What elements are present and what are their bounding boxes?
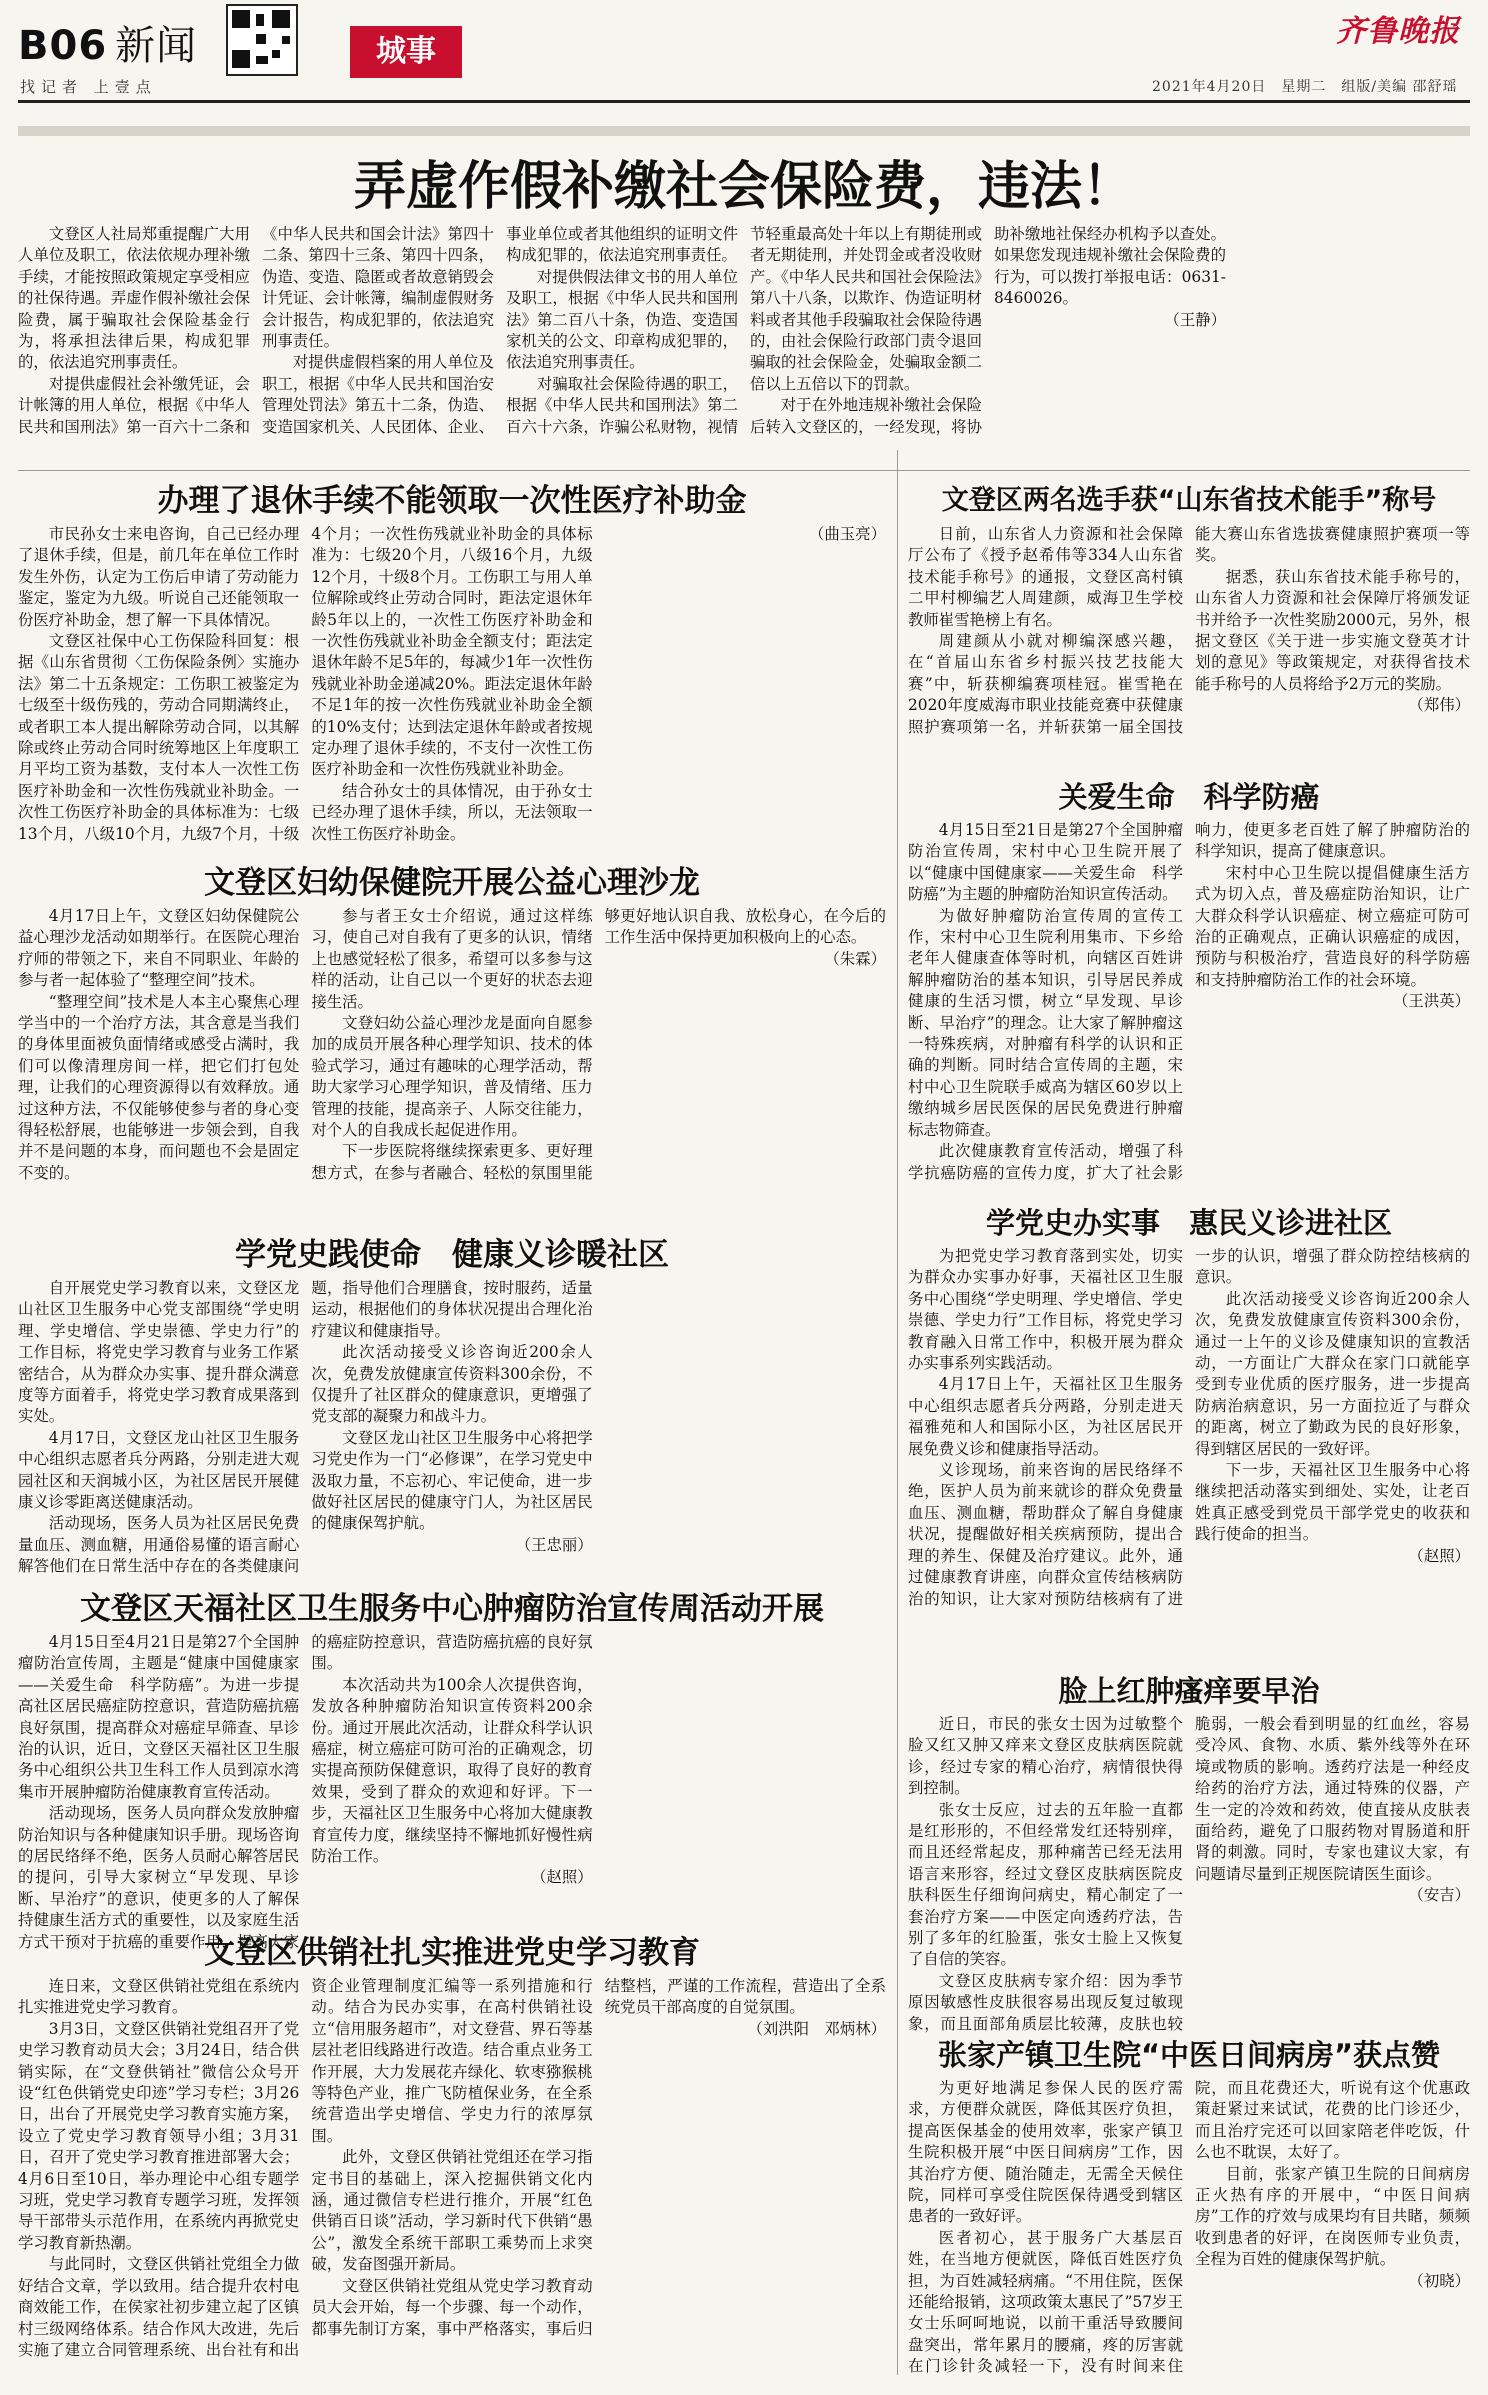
newspaper-logo: 齐鲁晚报	[1336, 14, 1460, 49]
page-header	[0, 0, 1488, 120]
column-divider	[897, 450, 898, 2375]
headline-tianfu: 文登区天福社区卫生服务中心肿瘤防治宣传周活动开展	[80, 1591, 824, 1627]
dateline: 2021年4月20日 星期二 组版/美编 邵舒瑶	[1152, 79, 1458, 95]
article-body: 为更好地满足参保人民的医疗需求，方便群众就医，降低其医疗负担，提高医保基金的使用效率，张家产镇卫生院积极开展“中医日间病房”工作，因其治疗方便、随治随走，无需全天候住院，同样可享受住院医保待遇受到辖区患者的一致好评。 医者初心，甚于服务广大基层百姓，在当地方便就医，降低百姓医疗负担，为百姓减轻病痛。“不用住院，医保还能给报销，这项政策太惠民了”57岁王女士乐呵呵地说，以前干重活导致腰间盘突出，常年累月的腰痛，疼的厉害就在门诊针灸减轻一下，没有时间来住院，而且花费还大，听说有这个优惠政策赶紧过来试试，花费的比门诊还少，而且治疗完还可以回家陪老伴吃饭，什么也不耽误，太好了。 目前，张家产镇卫生院的日间病房正火热有序的开展中，“中医日间病房”工作的疗效与成果均有目共睹，频频收到患者的好评，在岗医师专业负责，全程为百姓的健康保驾护航。 （初晓）	[908, 2079, 1470, 2376]
article-tianfu	[18, 1586, 886, 1954]
article-body: 4月15日至21日是第27个全国肿瘤防治宣传周，宋村中心卫生院开展了以“健康中国健康家——关爱生命 科学防癌”为主题的肿瘤防治知识宣传活动。 为做好肿瘤防治宣传周的宣传工作，宋村中心卫生院利用集市、下乡给老年人健康查体等时机，向辖区百姓讲解肿瘤防治的基本知识，引导居民养成健康的生活习惯，树立“早发现、早诊断、早治疗”的理念。让大家了解肿瘤这一特殊疾病，对肿瘤有科学的认识和正确的判断。同时结合宣传周的主题，宋村中心卫生院联手威高为辖区60岁以上缴纳城乡居民医保的居民免费进行肿瘤标志物筛查。 此次健康教育宣传活动，增强了科学抗癌防癌的宣传力度，扩大了社会影响力，使更多老百姓了解了肿瘤防治的科学知识，提高了健康意识。 宋村中心卫生院以提倡健康生活方式为切入点，普及癌症防治知识，让广大群众科学认识癌症、树立癌症可防可治的正确观点，正确认识癌症的成因，预防与积极治疗，营造良好的科学防癌和支持肿瘤防治工作的社会环境。 （王洪英）	[908, 821, 1470, 1182]
section-name: 新闻	[115, 23, 198, 69]
article-zhangjia	[908, 2032, 1470, 2380]
article-body: 日前，山东省人力资源和社会保障厅公布了《授予赵希伟等334人山东省技术能手称号》的通报，文登区高村镇二甲村柳编艺人周建颜，威海卫生学校教师崔雪艳榜上有名。 周建颜从小就对柳编深感兴趣，在“首届山东省乡村振兴技艺技能大赛”中，斩获柳编赛项桂冠。崔雪艳在2020年度威海市职业技能竞赛中获健康照护赛项第一名，并斩获第一届全国技能大赛山东省选拔赛健康照护赛项一等奖。 据悉，获山东省技术能手称号的，山东省人力资源和社会保障厅将颁发证书并给予一次性奖励2000元，另外，根据文登区《关于进一步实施文登英才计划的意见》等政策规定，对获得省技术能手称号的人员将给予2万元的奖励。 （郑伟）	[908, 525, 1470, 736]
qr-code-icon[interactable]	[226, 4, 298, 76]
article-body: 连日来，文登区供销社党组在系统内扎实推进党史学习教育。 3月3日，文登区供销社党组召开了党史学习教育动员大会；3月24日，结合供销实际，在“文登供销社”微信公众号开设“红色供销党史印迹”学习专栏；3月26日，出台了开展党史学习教育实施方案，设立了党史学习教育领导小组；3月31日，召开了党史学习教育推进部署大会；4月6日至10日，举办理论中心组专题学习班，党史学习教育专题学习班，发挥领导干部带头示范作用，在系统内再掀党史学习教育新热潮。 与此同时，文登区供销社党组全力做好结合文章，学以致用。结合提升农村电商效能工作，在侯家社初步建立起了区镇村三级网络体系。结合作风大改进，先后实施了建立合同管理系统、出台社有和出资企业管理制度汇编等一系列措施和行动。结合为民办实事，在高村供销社设立“信用服务超市”，对文登营、界石等基层社老旧线路进行改造。结合重点业务工作开展，大力发展花卉绿化、软枣猕猴桃等特色产业，推广飞防植保业务，在全系统营造出学史增信、学史力行的浓厚氛围。 此外，文登区供销社党组还在学习指定书目的基础上，深入挖掘供销文化内涵，通过微信专栏进行推介，开展“红色供销百日谈”活动，学习新时代下供销“愚公”，激发全系统干部职工乘势而上求突破，发奋图强开新局。 文登区供销社党组从党史学习教育动员大会开始，每一个步骤、每一个动作，都事先制订方案，事中严格落实，事后归结整档，严谨的工作流程，营造出了全系统党员干部高度的自觉氛围。 （刘洪阳 邓炳林）	[18, 1977, 886, 2359]
article-xuedang2	[908, 1200, 1470, 1646]
headline-fangai: 关爱生命 科学防癌	[1058, 780, 1320, 814]
page-number: B06 新闻	[18, 23, 198, 69]
headline-shanghuo: 脸上红肿瘙痒要早治	[1058, 1674, 1320, 1708]
article-body: 4月15日至4月21日是第27个全国肿瘤防治宣传周，主题是“健康中国健康家——关爱生命 科学防癌”。为进一步提高社区居民癌症防控意识，营造防癌抗癌良好氛围，提高群众对癌症早筛查、早诊治的认识，近日，文登区天福社区卫生服务中心组织公共卫生科工作人员到凉水湾集市开展肿瘤防治健康教育宣传活动。 活动现场，医务人员向群众发放肿瘤防治知识与各种健康知识手册。现场咨询的居民络绎不绝，医务人员耐心解答居民的提问，引导大家树立“早发现、早诊断、早治疗”的意识，使更多的人了解保持健康生活方式的重要性，以及家庭生活方式干预对于抗癌的重要作用，提高大家的癌症防控意识，营造防癌抗癌的良好氛围。 本次活动共为100余人次提供咨询，发放各种肿瘤防治知识宣传资料200余份。通过开展此次活动，让群众科学认识癌症，树立癌症可防可治的正确观念，切实提高预防保健意识，取得了良好的教育效果，受到了群众的欢迎和好评。下一步，天福社区卫生服务中心将加大健康教育宣传力度，继续坚持不懈地抓好慢性病防治工作。 （赵照）	[18, 1633, 593, 1951]
headline-zhangjia: 张家产镇卫生院“中医日间病房”获点赞	[937, 2038, 1441, 2072]
article-lead	[18, 152, 1470, 454]
article-retire	[18, 478, 886, 852]
headline-gongxiao: 文登区供销社扎实推进党史学习教育	[204, 1935, 700, 1971]
article-body: 近日，市民的张女士因为过敏整个脸又红又肿又痒来文登区皮肤病医院就诊，经过专家的精心治疗，病情很快得到控制。 张女士反应，过去的五年脸一直都是红形形的，不但经常发红还特别痒，而且还经常起皮，那种痛苦已经无法用语言来形容，经过文登区皮肤病医院皮肤科医生仔细询问病史，精心制定了一套治疗方案——中医定向透药疗法，告别了多年的红脸蛋，张女士脸上又恢复了自信的笑容。 文登区皮肤病专家介绍：因为季节原因敏感性皮肤很容易出现反复过敏现象，而且面部角质层比较薄，皮肤也较脆弱，一般会看到明显的红血丝，容易受冷风、食物、水质、紫外线等外在环境或物质的影响。透药疗法是一种经皮给药的治疗方法，通过特殊的仪器，产生一定的冷效和药效，使直接从皮肤表面给药，避免了口服药物对胃肠道和肝肾的刺激。同时，专家也建议大家，有问题请尽量到正规医院请医生面诊。 （安吉）	[908, 1715, 1470, 2033]
article-body: 市民孙女士来电咨询，自己已经办理了退休手续，但是，前几年在单位工作时发生外伤，认定为工伤后申请了劳动能力鉴定，鉴定为九级。听说自己还能领取一份医疗补助金，想了解一下具体情况。 文登区社保中心工伤保险科回复：根据《山东省贯彻〈工伤保险条例〉实施办法》第二十五条规定：工伤职工被鉴定为七级至十级伤残的，劳动合同期满终止，或者职工本人提出解除劳动合同，以其解除或终止劳动合同时统筹地区上年度职工月平均工资为基数，支付本人一次性工伤医疗补助金和一次性伤残就业补助金。一次性工伤医疗补助金的具体标准为：七级13个月，八级10个月，九级7个月，十级4个月；一次性伤残就业补助金的具体标准为：七级20个月，八级16个月，九级12个月，十级8个月。工伤职工与用人单位解除或终止劳动合同时，距法定退休年龄5年以上的，一次性工伤医疗补助金和一次性伤残就业补助金全额支付；距法定退休年龄不足5年的，每减少1年一次性伤残就业补助金递减20%。距法定退休年龄不足1年的按一次性伤残就业补助金全额的10%支付；达到法定退休年龄或者按规定办理了退休手续的，不支付一次性工伤医疗补助金和一次性伤残就业补助金。 结合孙女士的具体情况，由于孙女士已经办理了退休手续，所以，无法领取一次性工伤医疗补助金。 （曲玉亮）	[18, 525, 886, 843]
article-fangai	[908, 774, 1470, 1200]
article-jineng	[908, 478, 1470, 764]
header-rule	[18, 100, 1470, 103]
headline-lead: 弄虚作假补缴社会保险费，违法！	[353, 157, 1134, 217]
article-body: 文登区人社局郑重提醒广大用人单位及职工，依法依规办理补缴手续，才能按照政策规定享受相应的社保待遇。弄虚作假补缴社会保险费，属于骗取社会保险基金行为，将承担法律后果，构成犯罪的，依法追究刑事责任。 对提供虚假社会补缴凭证，会计帐簿的用人单位，根据《中华人民共和国刑法》第一百六十二条和《中华人民共和国会计法》第四十二条、第四十三条、第四十四条，伪造、变造、隐匿或者故意销毁会计凭证、会计帐簿，编制虚假财务会计报告，构成犯罪的，依法追究刑事责任。 对提供虚假档案的用人单位及职工，根据《中华人民共和国治安管理处罚法》第五十二条，伪造、变造国家机关、人民团体、企业、事业单位或者其他组织的证明文件构成犯罪的，依法追究刑事责任。 对提供假法律文书的用人单位及职工，根据《中华人民共和国刑法》第二百八十条，伪造、变造国家机关的公文、印章构成犯罪的，依法追究刑事责任。 对骗取社会保险待遇的职工，根据《中华人民共和国刑法》第二百六十六条，诈骗公私财物，视情节轻重最高处十年以上有期徒刑或者无期徒刑，并处罚金或者没收财产。《中华人民共和国社会保险法》第八十八条，以欺诈、伪造证明材料或者其他手段骗取社会保险待遇的，由社会保险行政部门责令退回骗取的社会保险金，处骗取金额二倍以上五倍以下的罚款。 对于在外地违规补缴社会保险后转入文登区的，一经发现，将协助补缴地社保经办机构予以查处。如果您发现违规补缴社会保险费的行为，可以拨打举报电话：0631-8460026。 （王静）	[18, 225, 1226, 436]
article-shanghuo	[908, 1668, 1470, 2056]
article-body: 为把党史学习教育落到实处，切实为群众办实事办好事，天福社区卫生服务中心围绕“学史明理、学史增信、学史崇德、学史力行”工作目标，将党史学习教育融入日常工作中，积极开展为群众办实事系列实践活动。 4月17日上午，天福社区卫生服务中心组织志愿者兵分两路，分别走进天福雅苑和人和国际小区，为社区居民开展免费义诊和健康指导活动。 义诊现场，前来咨询的居民络绎不绝，医护人员为前来就诊的群众免费量血压、测血糖，帮助群众了解自身健康状况，提醒做好相关疾病预防，提出合理的养生、保健及治疗建议。此外，通过健康教育讲座，向群众宣传结核病防治的知识，让大家对预防结核病有了进一步的认识，增强了群众防控结核病的意识。 此次活动接受义诊咨询近200余人次，免费发放健康宣传资料300余份，通过一上午的义诊及健康知识的宣教活动，一方面让广大群众在家门口就能享受到专业优质的医疗服务，进一步提高防病治病意识，另一方面拉近了与群众的距离，树立了勤政为民的良好形象，得到辖区居民的一致好评。 下一步，天福社区卫生服务中心将继续把活动落实到细处、实处，让老百姓真正感受到党员干部学党史的收获和践行使命的担当。 （赵照）	[908, 1247, 1470, 1608]
headline-jineng: 文登区两名选手获“山东省技术能手”称号	[941, 485, 1437, 516]
article-xuedang1	[18, 1232, 886, 1598]
section-divider	[18, 470, 1470, 471]
headline-xuedang1: 学党史践使命 健康义诊暖社区	[235, 1237, 669, 1273]
headline-retire: 办理了退休手续不能领取一次性医疗补助金	[157, 483, 747, 519]
channel-tab[interactable]: 城事	[350, 26, 462, 78]
headline-xuedang2: 学党史办实事 惠民义诊进社区	[985, 1206, 1392, 1240]
article-body: 4月17日上午，文登区妇幼保健院公益心理沙龙活动如期举行。在医院心理治疗师的带领之下，来自不同职业、年龄的参与者一起体验了“整理空间”技术。 “整理空间”技术是人本主心聚焦心理学当中的一个治疗方法，其含意是当我们的身体里面被负面情绪或感受占满时，我们可以像清理房间一样，把它们打包处理，让我们的心理资源得以有效释放。通过这种方法，不仅能够使参与者的身心变得轻松舒展，也能够进一步领会到，自我并不是问题的本身，而问题也不会是固定不变的。 参与者王女士介绍说，通过这样练习，使自己对自我有了更多的认识，情绪上也感觉轻松了很多，希望可以多参与这样的活动，让自己以一个更好的状态去迎接生活。 文登妇幼公益心理沙龙是面向自愿参加的成员开展各种心理学知识、技术的体验式学习，通过有趣味的心理学活动，帮助大家学习心理学知识，普及情绪、压力管理的技能，提高亲子、人际交往能力，对个人的自我成长起促进作用。 下一步医院将继续探索更多、更好理想方式，在参与者融合、轻松的氛围里能够更好地认识自我、放松身心，在今后的工作生活中保持更加积极向上的心态。 （朱霖）	[18, 907, 886, 1182]
article-gongxiao	[18, 1930, 886, 2380]
reporter-line: 找记者 上壹点	[20, 78, 157, 96]
article-sandtray	[18, 860, 886, 1224]
headline-sandtray: 文登区妇幼保健院开展公益心理沙龙	[204, 865, 700, 901]
article-body: 自开展党史学习教育以来，文登区龙山社区卫生服务中心党支部围绕“学史明理、学史增信、学史崇德、学史力行”的工作目标，将党史学习教育与业务工作紧密结合，从为群众办实事、提升群众满意度等方面着手，将党史学习教育成果落到实处。 4月17日，文登区龙山社区卫生服务中心组织志愿者兵分两路，分别走进大观园社区和天润城小区，为社区居民开展健康义诊零距离送健康活动。 活动现场，医务人员为社区居民免费量血压、测血糖，用通俗易懂的语言耐心解答他们在日常生活中存在的各类健康问题，指导他们合理膳食，按时服药，适量运动，根据他们的身体状况提出合理化治疗建议和健康指导。 此次活动接受义诊咨询近200余人次，免费发放健康宣传资料300余份，不仅提升了社区群众的健康意识，更增强了党支部的凝聚力和战斗力。 文登区龙山社区卫生服务中心将把学习党史作为一门“必修课”，在学习党史中汲取力量，不忘初心、牢记使命，进一步做好社区居民的健康守门人，为社区居民的健康保驾护航。 （王忠丽）	[18, 1279, 593, 1576]
header-band	[18, 126, 1470, 136]
